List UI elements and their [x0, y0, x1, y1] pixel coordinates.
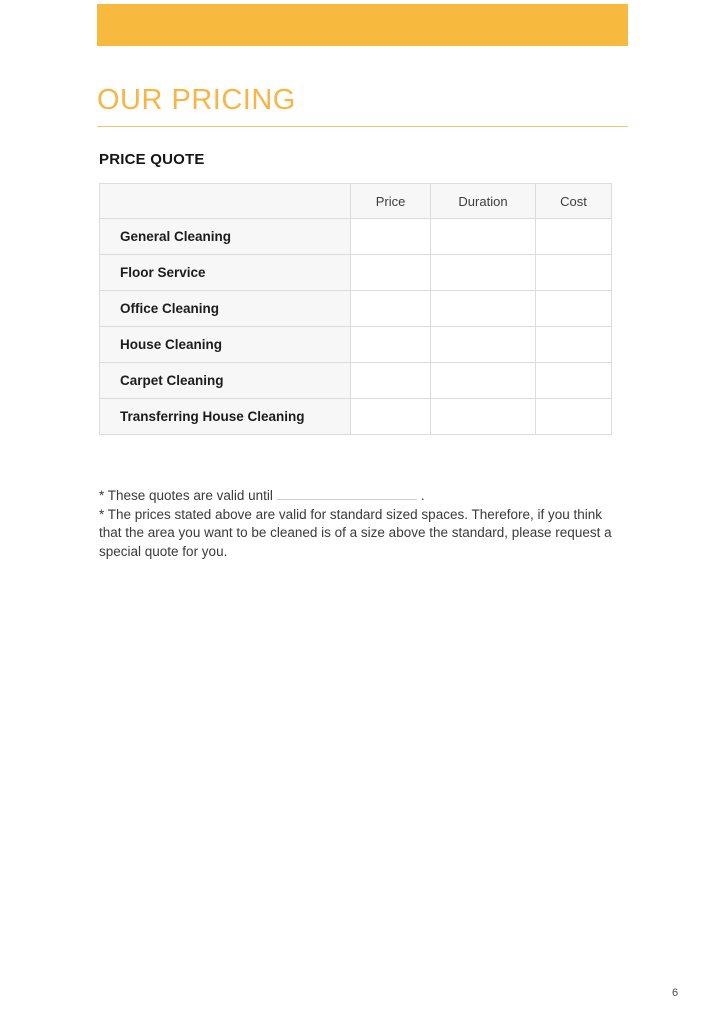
top-accent-banner: [97, 4, 628, 46]
section-heading: PRICE QUOTE: [99, 151, 205, 168]
cost-cell: [536, 219, 612, 255]
service-label: Transferring House Cleaning: [100, 399, 351, 435]
table-header-row: [100, 184, 612, 219]
duration-cell: [431, 327, 536, 363]
table-row: [100, 327, 612, 363]
column-header-service: [100, 184, 351, 219]
price-quote-table: [99, 183, 612, 435]
table-row: [100, 219, 612, 255]
duration-cell: [431, 255, 536, 291]
price-cell: [351, 255, 431, 291]
cost-cell: [536, 255, 612, 291]
footnote-validity-prefix: * These quotes are valid until: [99, 488, 273, 503]
service-label: Office Cleaning: [100, 291, 351, 327]
cost-cell: [536, 363, 612, 399]
footnote-validity: [99, 486, 613, 506]
cost-cell: [536, 399, 612, 435]
table-row: [100, 255, 612, 291]
column-header-duration: Duration: [431, 184, 536, 219]
price-cell: [351, 291, 431, 327]
page-title: OUR PRICING: [97, 84, 296, 116]
table-row: [100, 363, 612, 399]
duration-cell: [431, 363, 536, 399]
footnote-validity-suffix: .: [420, 488, 425, 503]
cost-cell: [536, 291, 612, 327]
validity-date-blank: [277, 486, 417, 500]
duration-cell: [431, 219, 536, 255]
footnote-standard-size: * The prices stated above are valid for standard sized spaces. Therefore, if you think that the area you want to be cleaned is of a size above the standard, please request a special quote for you.: [99, 506, 612, 559]
table-row: [100, 399, 612, 435]
service-label: Carpet Cleaning: [100, 363, 351, 399]
price-cell: [351, 399, 431, 435]
service-label: Floor Service: [100, 255, 351, 291]
service-label: General Cleaning: [100, 219, 351, 255]
duration-cell: [431, 399, 536, 435]
service-label: House Cleaning: [100, 327, 351, 363]
title-divider: [97, 126, 628, 127]
price-cell: [351, 327, 431, 363]
price-cell: [351, 363, 431, 399]
cost-cell: [536, 327, 612, 363]
page-number: 6: [672, 987, 679, 999]
column-header-cost: Cost: [536, 184, 612, 219]
table-row: [100, 291, 612, 327]
duration-cell: [431, 291, 536, 327]
column-header-price: Price: [351, 184, 431, 219]
footnotes: [99, 486, 613, 561]
price-cell: [351, 219, 431, 255]
